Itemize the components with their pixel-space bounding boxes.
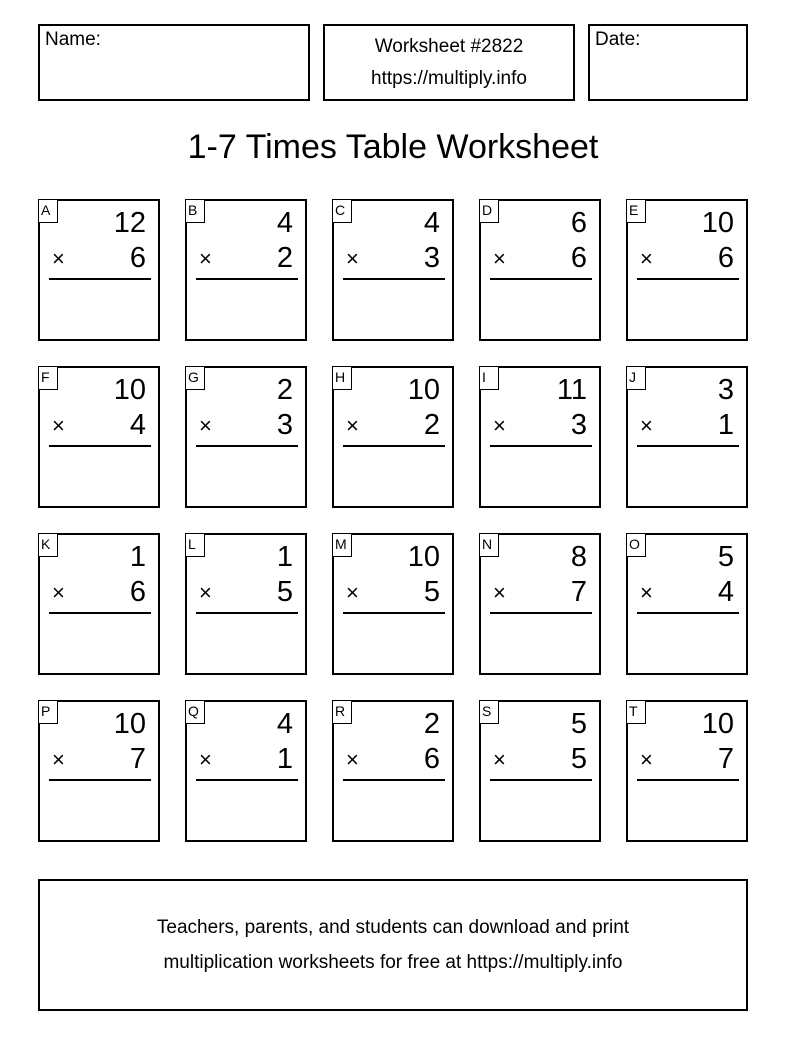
- times-sign: ×: [493, 246, 506, 271]
- answer-line: [196, 779, 298, 781]
- times-sign: ×: [640, 747, 653, 772]
- multiplicand: 10: [113, 374, 146, 406]
- problem-n[interactable]: [479, 533, 601, 675]
- times-sign: ×: [199, 413, 212, 438]
- problem-label: T: [626, 700, 646, 724]
- problem-label: H: [332, 366, 352, 390]
- answer-line: [490, 779, 592, 781]
- multiplicand: 10: [407, 374, 440, 406]
- times-sign: ×: [493, 413, 506, 438]
- times-sign: ×: [52, 580, 65, 605]
- answer-line: [490, 612, 592, 614]
- problem-m[interactable]: [332, 533, 454, 675]
- times-sign: ×: [52, 747, 65, 772]
- multiplicand: 2: [276, 374, 293, 406]
- multiplier: 7: [129, 743, 146, 775]
- times-sign: ×: [493, 580, 506, 605]
- problem-c[interactable]: [332, 199, 454, 341]
- problem-g[interactable]: [185, 366, 307, 508]
- problem-i[interactable]: [479, 366, 601, 508]
- times-sign: ×: [493, 747, 506, 772]
- problem-r[interactable]: [332, 700, 454, 842]
- multiplicand: 5: [570, 708, 587, 740]
- page-title: 1-7 Times Table Worksheet: [187, 128, 599, 166]
- multiplier: 1: [717, 409, 734, 441]
- answer-line: [637, 445, 739, 447]
- multiplicand: 4: [423, 207, 440, 239]
- multiplier: 5: [570, 743, 587, 775]
- answer-line: [196, 445, 298, 447]
- times-sign: ×: [640, 580, 653, 605]
- multiplier: 6: [423, 743, 440, 775]
- times-sign: ×: [199, 246, 212, 271]
- answer-line: [637, 612, 739, 614]
- answer-line: [49, 278, 151, 280]
- problem-label: D: [479, 199, 499, 223]
- date-field-box[interactable]: [588, 24, 748, 101]
- times-sign: ×: [52, 413, 65, 438]
- multiplier: 6: [129, 242, 146, 274]
- date-label: Date:: [595, 29, 641, 50]
- problem-label: B: [185, 199, 205, 223]
- answer-line: [343, 612, 445, 614]
- problem-t[interactable]: [626, 700, 748, 842]
- multiplier: 7: [570, 576, 587, 608]
- times-sign: ×: [346, 413, 359, 438]
- multiplicand: 2: [423, 708, 440, 740]
- problem-f[interactable]: [38, 366, 160, 508]
- worksheet-info-box: [323, 24, 575, 101]
- multiplicand: 8: [570, 541, 587, 573]
- problem-s[interactable]: [479, 700, 601, 842]
- problem-p[interactable]: [38, 700, 160, 842]
- problem-label: N: [479, 533, 499, 557]
- times-sign: ×: [199, 580, 212, 605]
- multiplicand: 1: [276, 541, 293, 573]
- answer-line: [490, 278, 592, 280]
- multiplier: 4: [129, 409, 146, 441]
- problem-e[interactable]: [626, 199, 748, 341]
- multiplicand: 3: [717, 374, 734, 406]
- times-sign: ×: [346, 747, 359, 772]
- problem-label: F: [38, 366, 58, 390]
- problem-label: K: [38, 533, 58, 557]
- multiplicand: 10: [701, 207, 734, 239]
- multiplier: 2: [423, 409, 440, 441]
- answer-line: [49, 445, 151, 447]
- footer-line-2: multiplication worksheets for free at https://multiply.info: [163, 952, 623, 973]
- multiplier: 6: [717, 242, 734, 274]
- name-label: Name:: [45, 29, 101, 50]
- multiplicand: 11: [556, 374, 587, 406]
- problem-label: O: [626, 533, 646, 557]
- answer-line: [196, 612, 298, 614]
- problem-label: R: [332, 700, 352, 724]
- multiplicand: 6: [570, 207, 587, 239]
- problem-label: E: [626, 199, 646, 223]
- times-sign: ×: [640, 413, 653, 438]
- name-field-box[interactable]: [38, 24, 310, 101]
- footer-box: [38, 879, 748, 1011]
- multiplier: 7: [717, 743, 734, 775]
- multiplicand: 4: [276, 708, 293, 740]
- problem-h[interactable]: [332, 366, 454, 508]
- answer-line: [343, 278, 445, 280]
- times-sign: ×: [640, 246, 653, 271]
- times-sign: ×: [346, 580, 359, 605]
- problem-a[interactable]: [38, 199, 160, 341]
- problem-label: A: [38, 199, 58, 223]
- worksheet-id: Worksheet #2822: [374, 35, 524, 57]
- answer-line: [637, 779, 739, 781]
- answer-line: [343, 445, 445, 447]
- problem-k[interactable]: [38, 533, 160, 675]
- multiplicand: 12: [113, 207, 146, 239]
- problem-label: I: [479, 366, 499, 390]
- problem-o[interactable]: [626, 533, 748, 675]
- multiplicand: 10: [407, 541, 440, 573]
- multiplier: 5: [276, 576, 293, 608]
- answer-line: [637, 278, 739, 280]
- problem-j[interactable]: [626, 366, 748, 508]
- problem-d[interactable]: [479, 199, 601, 341]
- multiplicand: 10: [113, 708, 146, 740]
- multiplicand: 10: [701, 708, 734, 740]
- multiplier: 4: [717, 576, 734, 608]
- problem-label: J: [626, 366, 646, 390]
- multiplier: 2: [276, 242, 293, 274]
- answer-line: [343, 779, 445, 781]
- answer-line: [49, 612, 151, 614]
- problem-label: P: [38, 700, 58, 724]
- multiplicand: 5: [717, 541, 734, 573]
- problem-label: G: [185, 366, 205, 390]
- times-sign: ×: [199, 747, 212, 772]
- times-sign: ×: [346, 246, 359, 271]
- worksheet-url: https://multiply.info: [371, 67, 527, 89]
- problem-l[interactable]: [185, 533, 307, 675]
- footer-line-1: Teachers, parents, and students can download and print: [156, 917, 630, 938]
- problem-label: S: [479, 700, 499, 724]
- multiplier: 6: [570, 242, 587, 274]
- problem-label: C: [332, 199, 352, 223]
- multiplier: 1: [276, 743, 293, 775]
- multiplier: 3: [276, 409, 293, 441]
- answer-line: [196, 278, 298, 280]
- problem-b[interactable]: [185, 199, 307, 341]
- answer-line: [49, 779, 151, 781]
- multiplier: 3: [570, 409, 587, 441]
- multiplier: 5: [423, 576, 440, 608]
- problem-q[interactable]: [185, 700, 307, 842]
- times-sign: ×: [52, 246, 65, 271]
- multiplier: 3: [423, 242, 440, 274]
- multiplicand: 1: [129, 541, 146, 573]
- answer-line: [490, 445, 592, 447]
- problem-label: L: [185, 533, 205, 557]
- multiplicand: 4: [276, 207, 293, 239]
- multiplier: 6: [129, 576, 146, 608]
- problem-label: Q: [185, 700, 205, 724]
- problem-label: M: [332, 533, 352, 557]
